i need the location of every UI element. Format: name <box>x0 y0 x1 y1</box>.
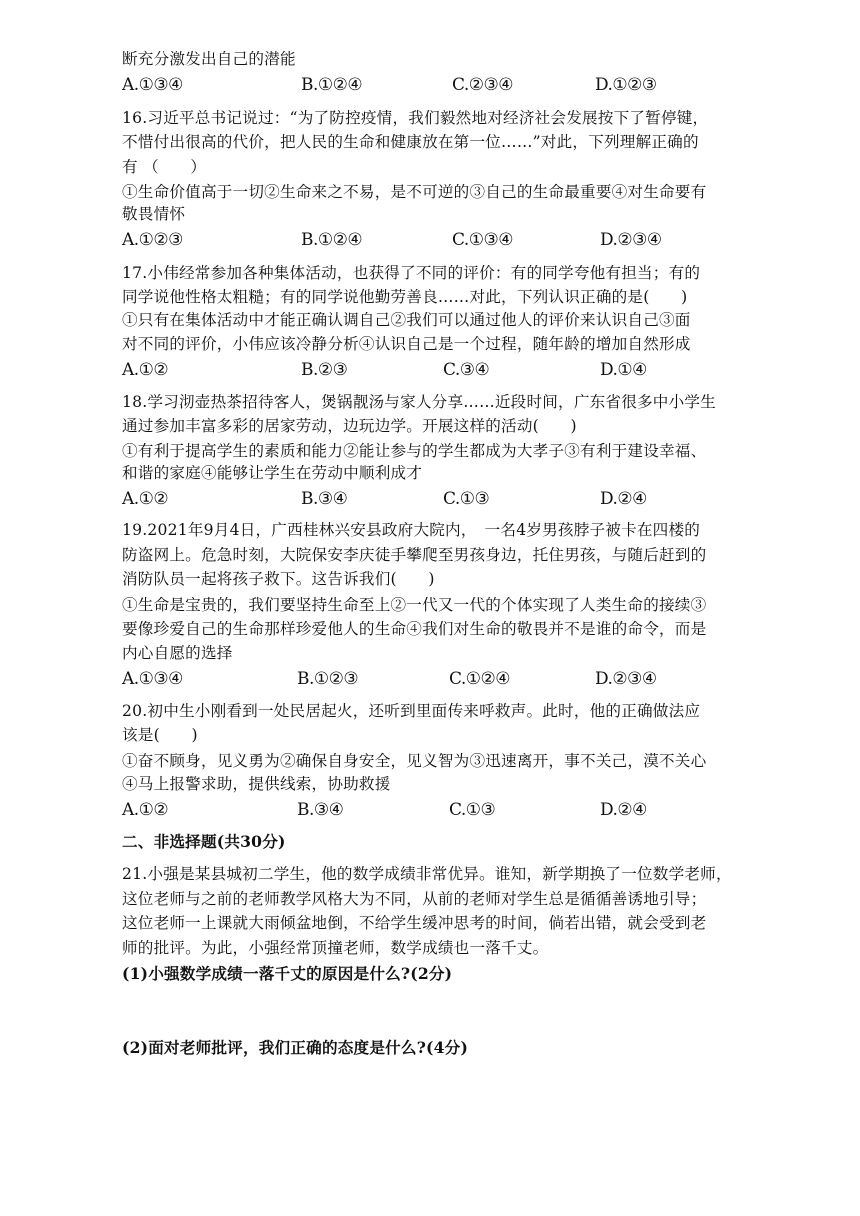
q21-material-line: 这位老师与之前的老师教学风格大为不同，从前的老师对学生总是循循善诱地引导； <box>122 890 707 908</box>
q18-statement-line: ①有利于提高学生的素质和能力②能让参与的学生都成为大孝子③有利于建设幸福、 <box>122 442 707 460</box>
q18-option-c: C.①③ <box>443 489 490 509</box>
q18-stem-line: 18.学习沏壶热茶招待客人，煲锅靓汤与家人分享……近段时间，广东省很多中小学生 <box>122 393 716 411</box>
q19-stem-line: 防盗网上。危急时刻，大院保安李庆徒手攀爬至男孩身边，托住男孩，与随后赶到的 <box>122 546 707 564</box>
q20-stem-line: 该是( ) <box>122 726 198 744</box>
q17-statement-line: ①只有在集体活动中才能正确认调自己②我们可以通过他人的评价来认识自己③面 <box>122 311 691 329</box>
q17-stem-line: 同学说他性格太粗糙；有的同学说他勤劳善良……对此，下列认识正确的是( ) <box>122 288 688 306</box>
q21-subquestion-1: (1)小强数学成绩一落千丈的原因是什么?(2分) <box>122 964 453 983</box>
q16-option-a: A.①②③ <box>122 230 183 250</box>
q19-option-b: B.①②③ <box>297 669 359 689</box>
q19-option-a: A.①③④ <box>122 669 183 689</box>
q18-option-a: A.①② <box>122 489 169 509</box>
section-heading: 二、非选择题(共30分) <box>122 832 286 851</box>
q16-option-c: C.①③④ <box>452 230 514 250</box>
q18-option-d: D.②④ <box>600 489 647 509</box>
q15-option-a: A.①③④ <box>122 75 183 95</box>
q20-option-a: A.①② <box>122 800 169 820</box>
q18-stem-line: 通过参加丰富多彩的居家劳动，边玩边学。开展这样的活动( ) <box>122 417 577 435</box>
q21-subquestion-2: (2)面对老师批评，我们正确的态度是什么?(4分) <box>122 1038 469 1057</box>
q19-statement-line: ①生命是宝贵的，我们要坚持生命至上②一代又一代的个体实现了人类生命的接续③ <box>122 596 707 614</box>
q20-statement-line: ①奋不顾身，见义勇为②确保自身安全，见义智为③迅速离开，事不关己，漠不关心 <box>122 752 707 770</box>
q17-option-d: D.①④ <box>600 360 647 380</box>
q17-stem-line: 17.小伟经常参加各种集体活动，也获得了不同的评价：有的同学夸他有担当；有的 <box>122 264 701 282</box>
q18-statement-line: 和谐的家庭④能够让学生在劳动中顺利成才 <box>122 464 423 482</box>
q15-option-c: C.②③④ <box>452 75 514 95</box>
q15-option-b: B.①②④ <box>301 75 363 95</box>
q17-option-b: B.②③ <box>301 360 348 380</box>
q15-tail: 断充分激发出自己的潜能 <box>122 50 296 68</box>
q19-stem-line: 消防队员一起将孩子救下。这告诉我们( ) <box>122 570 435 588</box>
q19-option-d: D.②③④ <box>595 669 657 689</box>
q21-material-line: 21.小强是某县城初二学生，他的数学成绩非常优异。谁知，新学期换了一位数学老师， <box>122 865 732 883</box>
q16-stem-line: 有 （ ） <box>122 158 207 176</box>
q16-stem-line: 不惜付出很高的代价，把人民的生命和健康放在第一位……”对此，下列理解正确的 <box>122 133 699 151</box>
q16-stem-line: 16.习近平总书记说过：“为了防控疫情，我们毅然地对经济社会发展按下了暂停键， <box>122 109 709 127</box>
q19-statement-line: 要像珍爱自己的生命那样珍爱他人的生命④我们对生命的敬畏并不是谁的命令，而是 <box>122 620 707 638</box>
q17-option-a: A.①② <box>122 360 169 380</box>
q20-statement-line: ④马上报警求助，提供线索，协助救援 <box>122 775 391 793</box>
q20-option-b: B.③④ <box>297 800 344 820</box>
q19-statement-line: 内心自愿的选择 <box>122 644 233 662</box>
q16-statement-line: 敬畏情怀 <box>122 205 186 223</box>
q19-stem-line: 19.2021年9月4日，广西桂林兴安县政府大院内， 一名4岁男孩脖子被卡在四楼的 <box>122 521 701 539</box>
q17-option-c: C.③④ <box>443 360 490 380</box>
q15-option-d: D.①②③ <box>595 75 657 95</box>
q18-option-b: B.③④ <box>301 489 348 509</box>
q19-option-c: C.①②④ <box>449 669 511 689</box>
q16-statement-line: ①生命价值高于一切②生命来之不易，是不可逆的③自己的生命最重要④对生命要有 <box>122 183 707 201</box>
q20-stem-line: 20.初中生小刚看到一处民居起火，还听到里面传来呼救声。此时，他的正确做法应 <box>122 702 701 720</box>
q21-material-line: 师的批评。为此，小强经常顶撞老师，数学成绩也一落千丈。 <box>122 939 549 957</box>
q16-option-b: B.①②④ <box>301 230 363 250</box>
q21-material-line: 这位老师一上课就大雨倾盆地倒，不给学生缓冲思考的时间，倘若出错，就会受到老 <box>122 914 707 932</box>
q17-statement-line: 对不同的评价，小伟应该冷静分析④认识自己是一个过程，随年龄的增加自然形成 <box>122 335 691 353</box>
q16-option-d: D.②③④ <box>600 230 662 250</box>
q20-option-c: C.①③ <box>449 800 496 820</box>
q20-option-d: D.②④ <box>600 800 647 820</box>
